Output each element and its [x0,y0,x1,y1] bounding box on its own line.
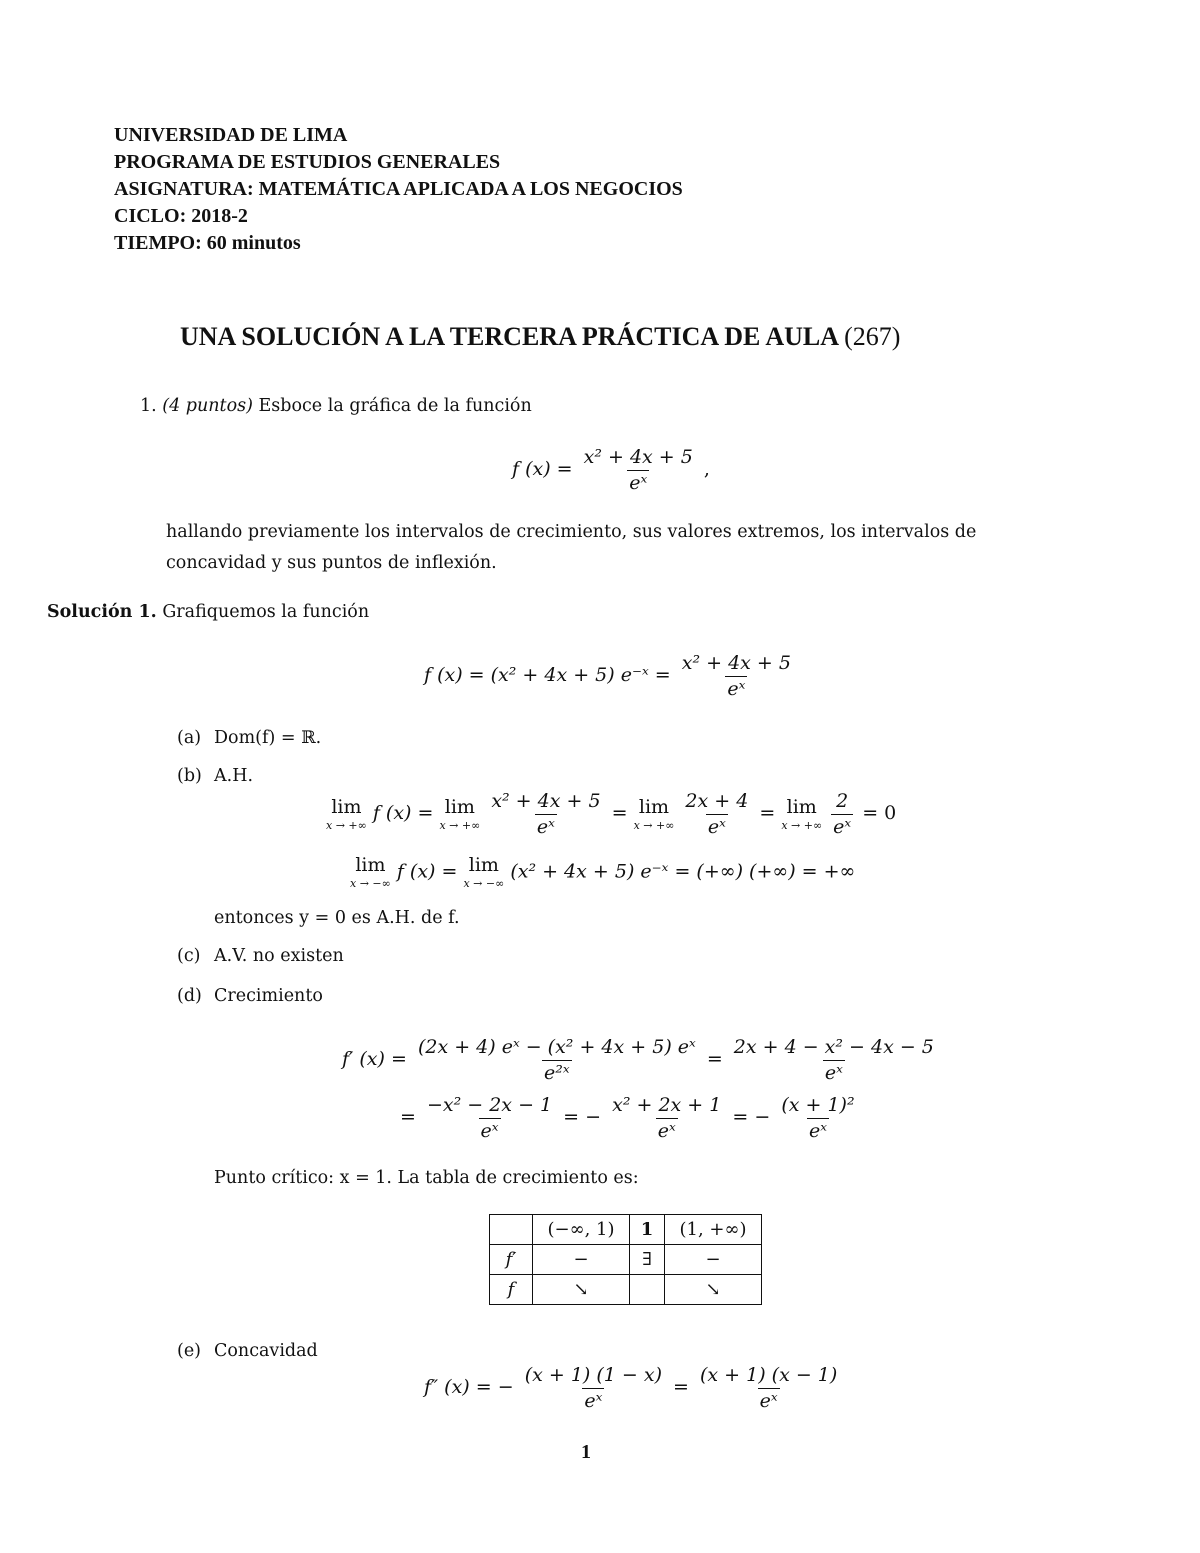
item-a-text: Dom(f) = ℝ. [214,728,322,748]
document-title [180,322,900,352]
page-number: 1 [581,1441,591,1463]
lim-operator: lim x → −∞ [350,854,391,890]
item-b-conclusion: entonces y = 0 es A.H. de f. [214,908,460,928]
table-cell: ↘ [533,1275,630,1305]
header-university: UNIVERSIDAD DE LIMA [114,124,348,146]
problem-number: 1. [140,396,157,416]
solution-formula-denominator: eˣ [727,678,746,700]
table-cell [630,1275,665,1305]
title-code: (267) [844,322,901,351]
item-c-text: A.V. no existen [214,946,344,966]
title-main: UNA SOLUCIÓN A LA TERCERA PRÁCTICA DE AULA [180,322,838,351]
table-header-cell [490,1215,533,1245]
item-e-label: (e) [177,1341,202,1361]
table-header-row [490,1215,762,1245]
item-a-label: (a) [177,728,202,748]
solution-text: Grafiquemos la función [162,602,370,622]
formula-fraction [582,446,695,494]
problem-text-line-2: hallando previamente los intervalos de crecimiento, sus valores extremos, los intervalos de [166,522,977,542]
limit-minus-infinity: lim x → −∞ f (x) = lim x → −∞ (x² + 4x + 5) e⁻ˣ = (+∞) (+∞) = +∞ [350,854,856,890]
table-header-cell: 1 [630,1215,665,1245]
table-cell: f′ [490,1245,533,1275]
item-d-text: Crecimiento [214,986,323,1006]
formula-denominator: eˣ [629,472,648,494]
critical-point-text: Punto crítico: x = 1. La tabla de crecimiento es: [214,1168,639,1188]
solution-formula-numerator: x² + 4x + 5 [681,652,791,674]
table-header-cell: (1, +∞) [665,1215,762,1245]
item-c-label: (c) [177,946,201,966]
lim-operator: lim x → +∞ [439,795,481,832]
growth-table [489,1214,762,1305]
problem-points: (4 puntos) [162,396,253,416]
table-header-cell: (−∞, 1) [533,1215,630,1245]
second-derivative-equation: f″ (x) = − $\frac{(x + 1) (1 - x)}{\text{eˣ}}$ = $\frac{(x + 1) (x - 1)}{\text{eˣ}}$ [424,1364,838,1412]
formula-numerator: x² + 4x + 5 [583,446,693,468]
table-cell: − [665,1245,762,1275]
derivative-equation-1: f′ (x) = $\frac{\text{(2x + 4) eˣ − (x² + 4x + 5) eˣ}}{\text{e²ˣ}}$ = $\frac{\text{2x + 4 − x² − 4x − 5}}{\text{eˣ}}$ [342,1036,934,1084]
derivative-equation-2: = $\frac{\text{−x² − 2x − 1}}{\text{eˣ}}$ = − $\frac{\text{x² + 2x + 1}}{\text{eˣ}}$ = − $\frac{\text{(x + 1)²}}{\text{eˣ}}$ [400,1094,855,1142]
table-row [490,1245,762,1275]
table-cell: ∃ [630,1245,665,1275]
lim-operator: lim x → +∞ [326,795,367,832]
lim-operator: lim x → −∞ [463,854,505,890]
header-course: ASIGNATURA: MATEMÁTICA APLICADA A LOS NEGOCIOS [114,178,683,200]
solution-formula-fraction [680,652,793,700]
header-time: TIEMPO: 60 minutos [114,232,301,254]
solution-formula-lhs: f (x) = (x² + 4x + 5) e⁻ˣ = [424,664,671,686]
lim-operator: lim x → +∞ [781,795,823,832]
item-b-label: (b) [177,766,202,786]
solution-label: Solución 1. [47,602,157,622]
table-row [490,1275,762,1305]
table-cell: f [490,1275,533,1305]
limit-plus-infinity: lim x → +∞ f (x) = lim x → +∞ $\frac{\text{x² + 4x + 5}}{\text{eˣ}}$ = lim x → +∞ $\frac{2x + 4}{\text{eˣ}}$ = lim x → +∞ $\frac{2}{\text{eˣ}}$ = 0 [326,790,897,838]
problem-text-line-3: concavidad y sus puntos de inflexión. [166,553,497,573]
problem-text: Esboce la gráfica de la función [258,396,532,416]
header-cycle: CICLO: 2018-2 [114,205,248,227]
problem-1-statement [140,396,532,416]
table-cell: − [533,1245,630,1275]
lim-operator: lim x → +∞ [633,795,675,832]
solution-1-intro [47,602,369,622]
item-b-text: A.H. [214,766,254,786]
table-cell: ↘ [665,1275,762,1305]
solution-formula [424,652,796,700]
item-e-text: Concavidad [214,1341,318,1361]
formula-lhs: f (x) = [512,458,573,480]
problem-formula: f (x) = $\frac{\text{x² + 4x + 5}}{\text{eˣ}}$ , [512,446,710,494]
header-program: PROGRAMA DE ESTUDIOS GENERALES [114,151,501,173]
item-d-label: (d) [177,986,202,1006]
